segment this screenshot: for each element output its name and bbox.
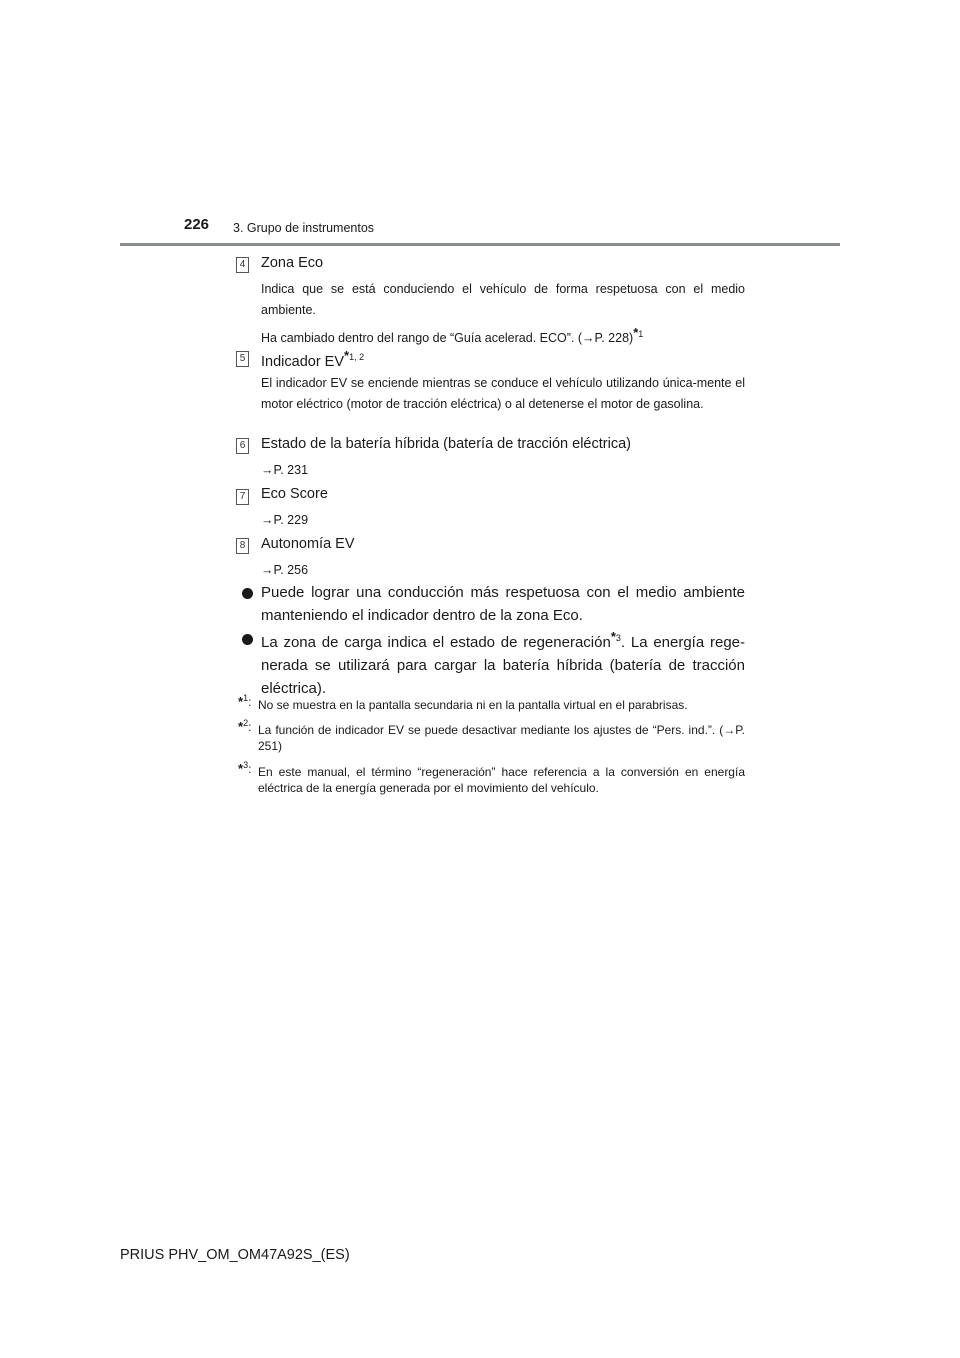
- item-title-eco-score: Eco Score: [261, 486, 328, 502]
- page-reference: →P. 256: [261, 563, 309, 577]
- item-title-text: Indicador EV: [261, 353, 345, 370]
- item-title-indicador-ev: [261, 348, 364, 370]
- footnote-ref: *3: [610, 629, 621, 644]
- page-number: 226: [184, 216, 210, 233]
- footnote-ref: *1, 2: [344, 348, 365, 363]
- bullet-text: Puede lograr una conducción más respetuosa con el medio ambiente manteniendo el indicador dentro de la zona Eco.: [261, 584, 745, 624]
- footnote-mark: *$^2$:: [238, 718, 252, 734]
- item-number-7: 7: [236, 489, 249, 505]
- footnote-text: La función de indicador EV se puede desactivar mediante los ajustes de “Pers. ind.”. (→P. 251): [258, 723, 745, 753]
- chapter-title: 3. Grupo de instrumentos: [233, 221, 375, 235]
- bullet-icon: [242, 634, 253, 645]
- item-number-8: 8: [236, 538, 249, 554]
- document-id: PRIUS PHV_OM_OM47A92S_(ES): [120, 1247, 350, 1263]
- bullet-icon: [242, 588, 253, 599]
- bullet-text-part: La zona de carga indica el estado de regeneración: [261, 634, 611, 651]
- footnote-text: No se muestra en la pantalla secundaria ni en la pantalla virtual en el parabrisas.: [258, 698, 688, 712]
- footnote-mark: *$^3$:: [238, 760, 252, 776]
- item-title-autonomia-ev: Autonomía EV: [261, 536, 355, 552]
- footnote-ref: *1: [633, 325, 644, 340]
- footnote-text: En este manual, el término “regeneración” hace referencia a la conversión en energía eléctrica de la energía generada por el movimiento del vehículo.: [258, 765, 745, 795]
- item-title-estado-bateria: Estado de la batería híbrida (batería de tracción eléctrica): [261, 436, 631, 452]
- footnote-mark: *$^1$:: [238, 693, 252, 709]
- item-paragraph: El indicador EV se enciende mientras se conduce el vehículo utilizando única-mente el motor eléctrico (motor de tracción eléctrica) o al detenerse el motor de gasolina.: [261, 376, 745, 411]
- page-reference: →P. 229: [261, 513, 309, 527]
- item-number-6: 6: [236, 438, 249, 454]
- item-number-5: 5: [236, 351, 249, 367]
- item-number-4: 4: [236, 257, 249, 273]
- item-title-zona-eco: Zona Eco: [261, 255, 324, 271]
- header-rule: [120, 243, 840, 246]
- bullet-text-part: . La energía rege-nerada se utilizará para cargar la batería híbrida (batería de tracción eléctrica).: [261, 634, 745, 697]
- item-paragraph: [261, 322, 745, 349]
- item-paragraph-text: Ha cambiado dentro del rango de “Guía acelerad. ECO”. (→P. 228): [261, 331, 634, 346]
- item-paragraph: Indica que se está conduciendo el vehículo de forma respetuosa con el medio ambiente.: [261, 282, 745, 317]
- bullet-text: [261, 625, 745, 700]
- page-reference: →P. 231: [261, 463, 309, 477]
